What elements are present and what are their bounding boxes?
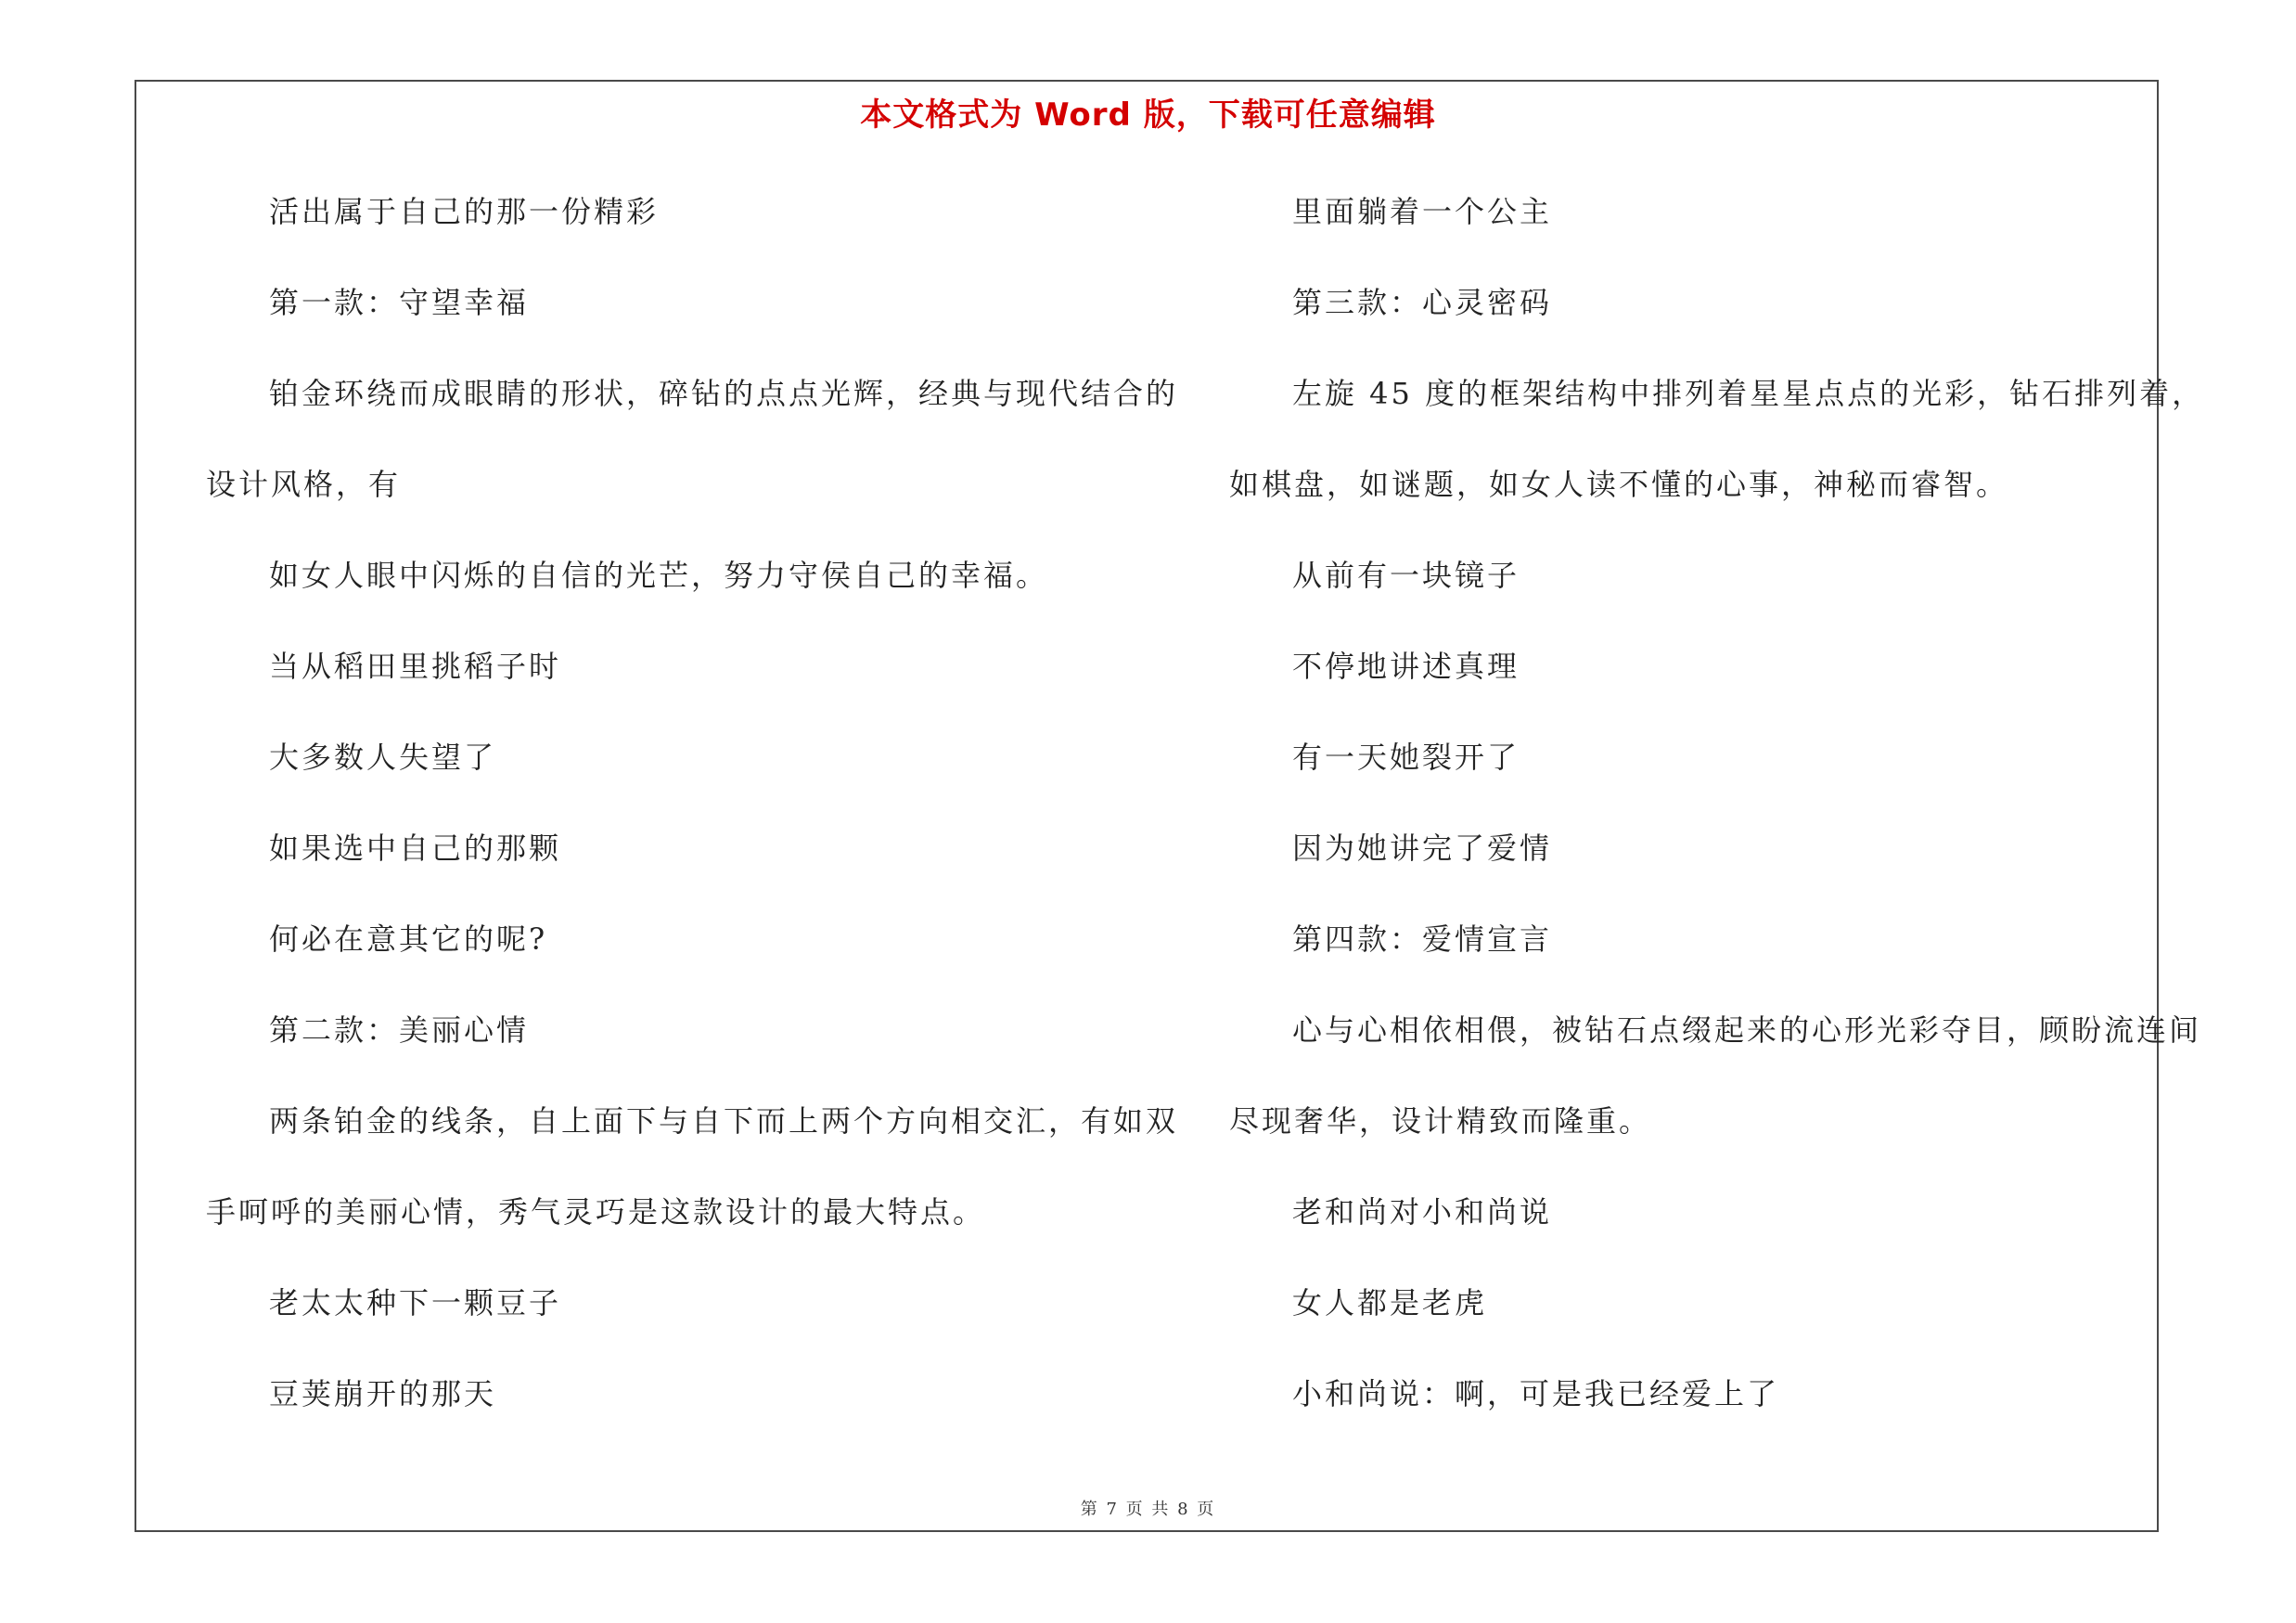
paragraph-line: 有一天她裂开了 [1292, 740, 1520, 775]
paragraph-line: 尽现奢华，设计精致而隆重。 [1229, 1103, 1652, 1139]
paragraph-line: 何必在意其它的呢? [269, 921, 548, 957]
paragraph-line: 女人都是老虎 [1292, 1285, 1488, 1320]
section-heading: 第二款：美丽心情 [269, 1012, 530, 1048]
page-number-footer: 第 7 页 共 8 页 [1080, 1500, 1216, 1519]
paragraph-line: 老太太种下一颗豆子 [269, 1285, 562, 1320]
paragraph-line: 左旋 45 度的框架结构中排列着星星点点的光彩，钻石排列着， [1292, 376, 2205, 411]
paragraph-line: 两条铂金的线条，自上面下与自下而上两个方向相交汇，有如双 [269, 1103, 1179, 1139]
paragraph-line: 如果选中自己的那颗 [269, 831, 562, 866]
section-heading: 第四款：爱情宣言 [1292, 921, 1553, 957]
word-format-banner: 本文格式为 Word 版，下载可任意编辑 [860, 97, 1436, 134]
paragraph-line: 豆荚崩开的那天 [269, 1376, 497, 1411]
section-heading: 第三款：心灵密码 [1292, 285, 1553, 320]
paragraph-line: 从前有一块镜子 [1292, 558, 1520, 593]
paragraph-line: 设计风格，有 [206, 467, 402, 502]
paragraph-line: 活出属于自己的那一份精彩 [269, 194, 660, 229]
section-heading: 第一款：守望幸福 [269, 285, 530, 320]
paragraph-line: 因为她讲完了爱情 [1292, 831, 1553, 866]
paragraph-line: 铂金环绕而成眼睛的形状，碎钻的点点光辉，经典与现代结合的 [269, 376, 1179, 411]
paragraph-line: 里面躺着一个公主 [1292, 194, 1553, 229]
paragraph-line: 小和尚说：啊，可是我已经爱上了 [1292, 1376, 1780, 1411]
paragraph-line: 手呵呼的美丽心情，秀气灵巧是这款设计的最大特点。 [206, 1194, 986, 1230]
paragraph-line: 大多数人失望了 [269, 740, 497, 775]
paragraph-line: 如女人眼中闪烁的自信的光芒，努力守侯自己的幸福。 [269, 558, 1049, 593]
paragraph-line: 当从稻田里挑稻子时 [269, 649, 562, 684]
paragraph-line: 不停地讲述真理 [1292, 649, 1520, 684]
paragraph-line: 如棋盘，如谜题，如女人读不懂的心事，神秘而睿智。 [1229, 467, 2009, 502]
paragraph-line: 心与心相依相偎，被钻石点缀起来的心形光彩夺目，顾盼流连间 [1292, 1012, 2202, 1048]
paragraph-line: 老和尚对小和尚说 [1292, 1194, 1553, 1230]
